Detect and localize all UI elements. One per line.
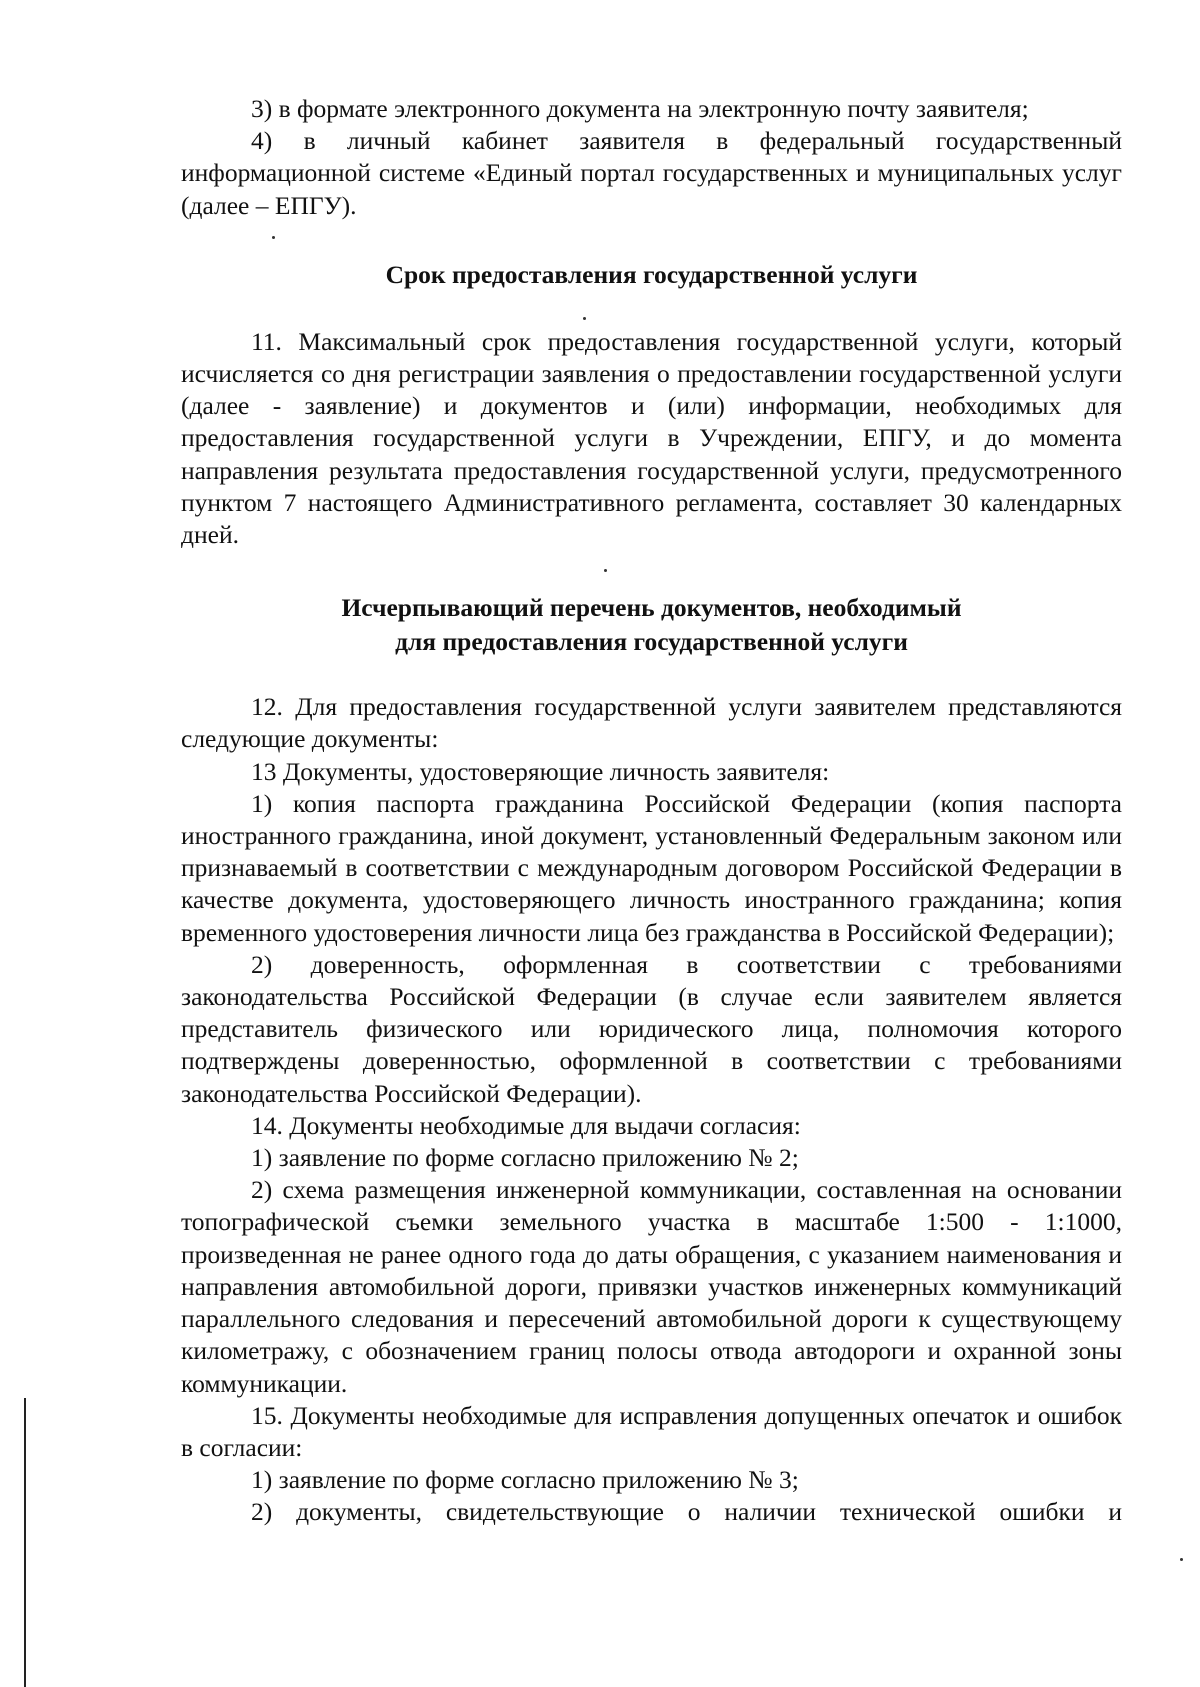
scan-speck xyxy=(272,236,275,239)
paragraph-14: 14. Документы необходимые для выдачи согласия: xyxy=(251,1110,801,1140)
paragraph-15-item-2: 2) документы, свидетельствующие о наличии технической ошибки и xyxy=(251,1497,1122,1527)
heading-documents-line-2: для предоставления государственной услуги xyxy=(395,627,908,657)
heading-term: Срок предоставления государственной услуги xyxy=(385,259,918,289)
paragraph-13: 13 Документы, удостоверяющие личность заявителя: xyxy=(251,756,830,786)
scan-speck xyxy=(1180,1558,1183,1561)
paragraph-14-item-2: 2) схема размещения инженерной коммуникации, составленная на основании топографической съемки земельного участка в масштабе 1:500 - 1:1000, произведенная не ранее одного года до даты обращения, с указанием наименования и направления автомобильной дороги, привязки участков инженерных коммуникаций параллельного следования и пересечений автомобильной дороги к существующему километражу, с обозначением границ полосы отвода автодороги и охранной зоны коммуникации. xyxy=(181,1175,1122,1398)
scan-speck xyxy=(583,317,586,320)
paragraph-13-item-2: 2) доверенность, оформленная в соответствии с требованиями законодательства Российской Федерации (в случае если заявителем является представитель физического или юридического лица, полномочия которого подтверждены доверенностью, оформленной в соответствии с требованиями законодательства Российской Федерации). xyxy=(181,949,1122,1108)
paragraph-13-item-1: 1) копия паспорта гражданина Российской Федерации (копия паспорта иностранного гражданина, иной документ, установленный Федеральным законом или признаваемый в соответствии с международным договором Российской Федерации в качестве документа, удостоверяющего личность иностранного гражданина; копия временного удостоверения личности лица без гражданства в Российской Федерации); xyxy=(181,788,1122,947)
document-body xyxy=(181,93,1122,1529)
paragraph-11: 11. Максимальный срок предоставления государственной услуги, который исчисляется со дня регистрации заявления о предоставлении государственной услуги (далее - заявление) и документов и (или) информации, необходимых для предоставления государственной услуги в Учреждении, ЕПГУ, и до момента направления результата предоставления государственной услуги, предусмотренного пунктом 7 настоящего Административного регламента, составляет 30 календарных дней. xyxy=(181,326,1122,550)
paragraph-15: 15. Документы необходимые для исправления допущенных опечаток и ошибок в согласии: xyxy=(181,1400,1122,1462)
paragraph-14-item-1: 1) заявление по форме согласно приложению № 2; xyxy=(251,1143,799,1173)
heading-documents-line-1: Исчерпывающий перечень документов, необходимый xyxy=(341,593,962,623)
scan-edge-line xyxy=(24,1398,26,1687)
scan-speck xyxy=(604,569,607,572)
list-item-3: 3) в формате электронного документа на электронную почту заявителя; xyxy=(251,94,1029,123)
paragraph-15-item-1: 1) заявление по форме согласно приложению № 3; xyxy=(251,1465,799,1495)
list-item-4: 4) в личный кабинет заявителя в федеральный государственный информационной системе «Единый портал государственных и муниципальных услуг (далее – ЕПГУ). xyxy=(181,126,1122,220)
paragraph-12: 12. Для предоставления государственной услуги заявителем представляются следующие документы: xyxy=(181,692,1122,754)
